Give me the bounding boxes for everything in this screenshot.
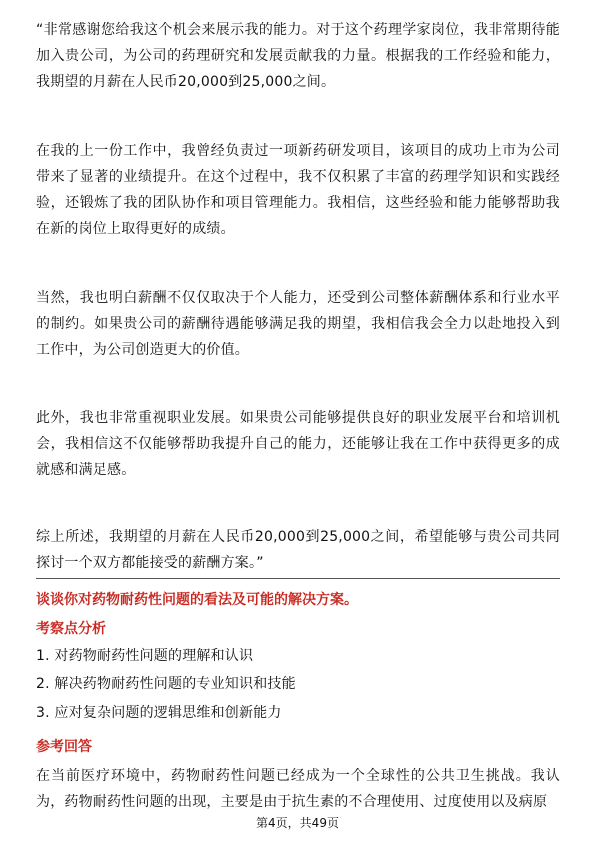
analysis-point-3: 3. 应对复杂问题的逻辑思维和创新能力	[36, 705, 282, 721]
body-paragraph-2: 在我的上一份工作中，我曾经负责过一项新药研发项目，该项目的成功上市为公司带来了显著的业绩提升。在这个过程中，我不仅积累了丰富的药理学知识和实践经验，还锻炼了我的团队协作和项目管理能力。我相信，这些经验和能力能够帮助我在新的岗位上取得更好的成绩。	[36, 143, 560, 237]
body-paragraph-5: 综上所述，我期望的月薪在人民币20,000到25,000之间，希望能够与贵公司共同探讨一个双方都能接受的薪酬方案。”	[36, 529, 560, 571]
answer-paragraph: 在当前医疗环境中，药物耐药性问题已经成为一个全球性的公共卫生挑战。我认为，药物耐药性问题的出现，主要是由于抗生素的不合理使用、过度使用以及病原	[36, 768, 560, 810]
page-footer: 第4页，共49页	[256, 816, 339, 830]
analysis-point-2: 2. 解决药物耐药性问题的专业知识和技能	[36, 676, 296, 692]
analysis-heading: 考察点分析	[36, 621, 106, 637]
analysis-point-1: 1. 对药物耐药性问题的理解和认识	[36, 648, 254, 664]
section-divider	[36, 578, 560, 579]
body-paragraph-4: 此外，我也非常重视职业发展。如果贵公司能够提供良好的职业发展平台和培训机会，我相信这不仅能够帮助我提升自己的能力，还能够让我在工作中获得更多的成就感和满足感。	[36, 410, 560, 478]
question-title: 谈谈你对药物耐药性问题的看法及可能的解决方案。	[36, 592, 358, 608]
answer-heading: 参考回答	[36, 739, 92, 755]
body-paragraph-3: 当然，我也明白薪酬不仅仅取决于个人能力，还受到公司整体薪酬体系和行业水平的制约。如果贵公司的薪酬待遇能够满足我的期望，我相信我会全力以赴地投入到工作中，为公司创造更大的价值。	[36, 290, 560, 358]
body-paragraph-1: “非常感谢您给我这个机会来展示我的能力。对于这个药理学家岗位，我非常期待能加入贵公司，为公司的药理研究和发展贡献我的力量。根据我的工作经验和能力，我期望的月薪在人民币20,000到25,000之间。	[36, 22, 560, 90]
